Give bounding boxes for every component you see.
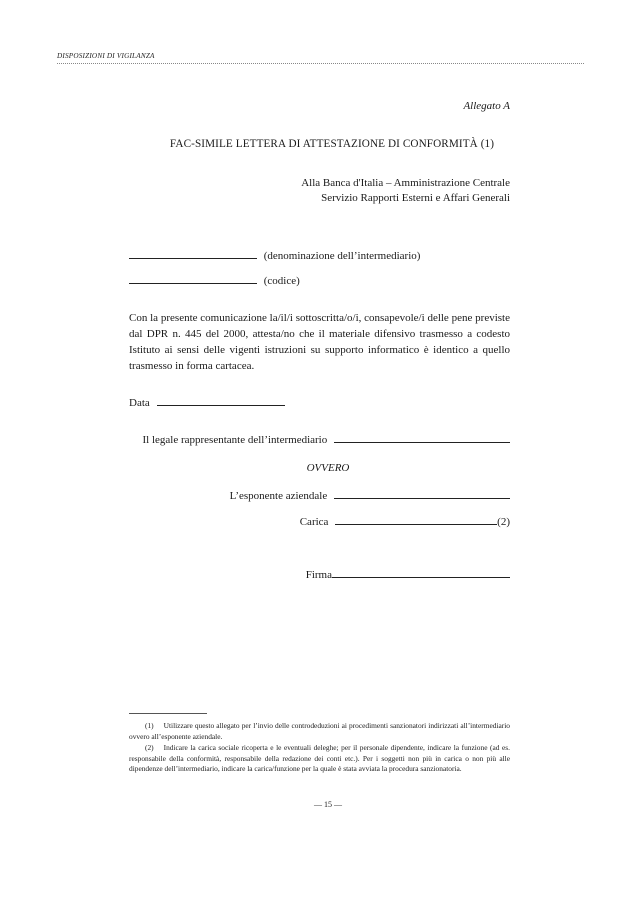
page-number: — 15 — bbox=[314, 800, 342, 809]
carica-blank-line bbox=[335, 515, 497, 525]
legal-representative-blank-line bbox=[334, 433, 510, 443]
footnote-1-text: Utilizzare questo allegato per l’invio delle controdeduzioni ai procedimenti sanzionatori indirizzati all’intermediario ovvero all’esponente aziendale. bbox=[129, 721, 510, 741]
ovvero-label: OVVERO bbox=[306, 462, 350, 474]
running-header: DISPOSIZIONI DI VIGILANZA bbox=[57, 52, 155, 60]
firma-field bbox=[306, 568, 510, 581]
page-number-row bbox=[0, 800, 638, 809]
esponente-field bbox=[230, 489, 510, 502]
document-title-row bbox=[0, 138, 638, 150]
firma-label: Firma bbox=[305, 569, 332, 581]
annex-label: Allegato A bbox=[463, 100, 510, 112]
carica-label: Carica bbox=[299, 516, 329, 528]
esponente-blank-line bbox=[334, 489, 510, 499]
footnote-2 bbox=[129, 743, 510, 775]
footnote-separator bbox=[129, 713, 207, 714]
addressee-block bbox=[301, 176, 510, 206]
carica-footnote-ref: (2) bbox=[497, 516, 510, 528]
denominazione-blank-line bbox=[129, 249, 257, 259]
document-title: FAC-SIMILE LETTERA DI ATTESTAZIONE DI CONFORMITÀ (1) bbox=[169, 138, 495, 150]
ovvero-row bbox=[0, 462, 638, 474]
legal-representative-label: Il legale rappresentante dell’intermediario bbox=[142, 434, 328, 446]
header-dotted-rule bbox=[57, 63, 584, 64]
firma-blank-line bbox=[332, 568, 510, 578]
footnote-1-number: (1) bbox=[145, 721, 154, 730]
addressee-line-1: Alla Banca d'Italia – Amministrazione Centrale bbox=[301, 177, 510, 189]
codice-blank-line bbox=[129, 274, 257, 284]
carica-field bbox=[300, 515, 510, 528]
date-blank-line bbox=[157, 396, 285, 406]
esponente-label: L’esponente aziendale bbox=[229, 490, 328, 502]
codice-label: (codice) bbox=[263, 275, 300, 287]
denominazione-label: (denominazione dell’intermediario) bbox=[263, 250, 421, 262]
date-field bbox=[129, 396, 285, 409]
footnote-2-number: (2) bbox=[145, 743, 154, 752]
date-label: Data bbox=[129, 397, 150, 409]
codice-field bbox=[129, 274, 300, 287]
footnote-1 bbox=[129, 721, 510, 742]
legal-representative-field bbox=[142, 433, 510, 446]
attestation-paragraph: Con la presente comunicazione la/il/i sottoscritta/o/i, consapevole/i delle pene previste dal DPR n. 445 del 2000, attesta/no che il materiale difensivo trasmesso a codesto Istituto ai sensi delle vigenti istruzioni su supporto informatico è identico a quello trasmesso in forma cartacea. bbox=[129, 312, 510, 372]
addressee-line-2: Servizio Rapporti Esterni e Affari Generali bbox=[321, 192, 510, 204]
footnote-2-text: Indicare la carica sociale ricoperta e le eventuali deleghe; per il personale dipendente, indicare la funzione (ad es. responsabile della conformità, responsabile della redazione dei conti etc.). Per i soggetti non più in carica o non più alle dipendenze dell’intermediario, indicare la carica/funzione per la quale è stata avviata la procedura sanzionatoria. bbox=[129, 743, 510, 773]
denominazione-field bbox=[129, 249, 420, 262]
